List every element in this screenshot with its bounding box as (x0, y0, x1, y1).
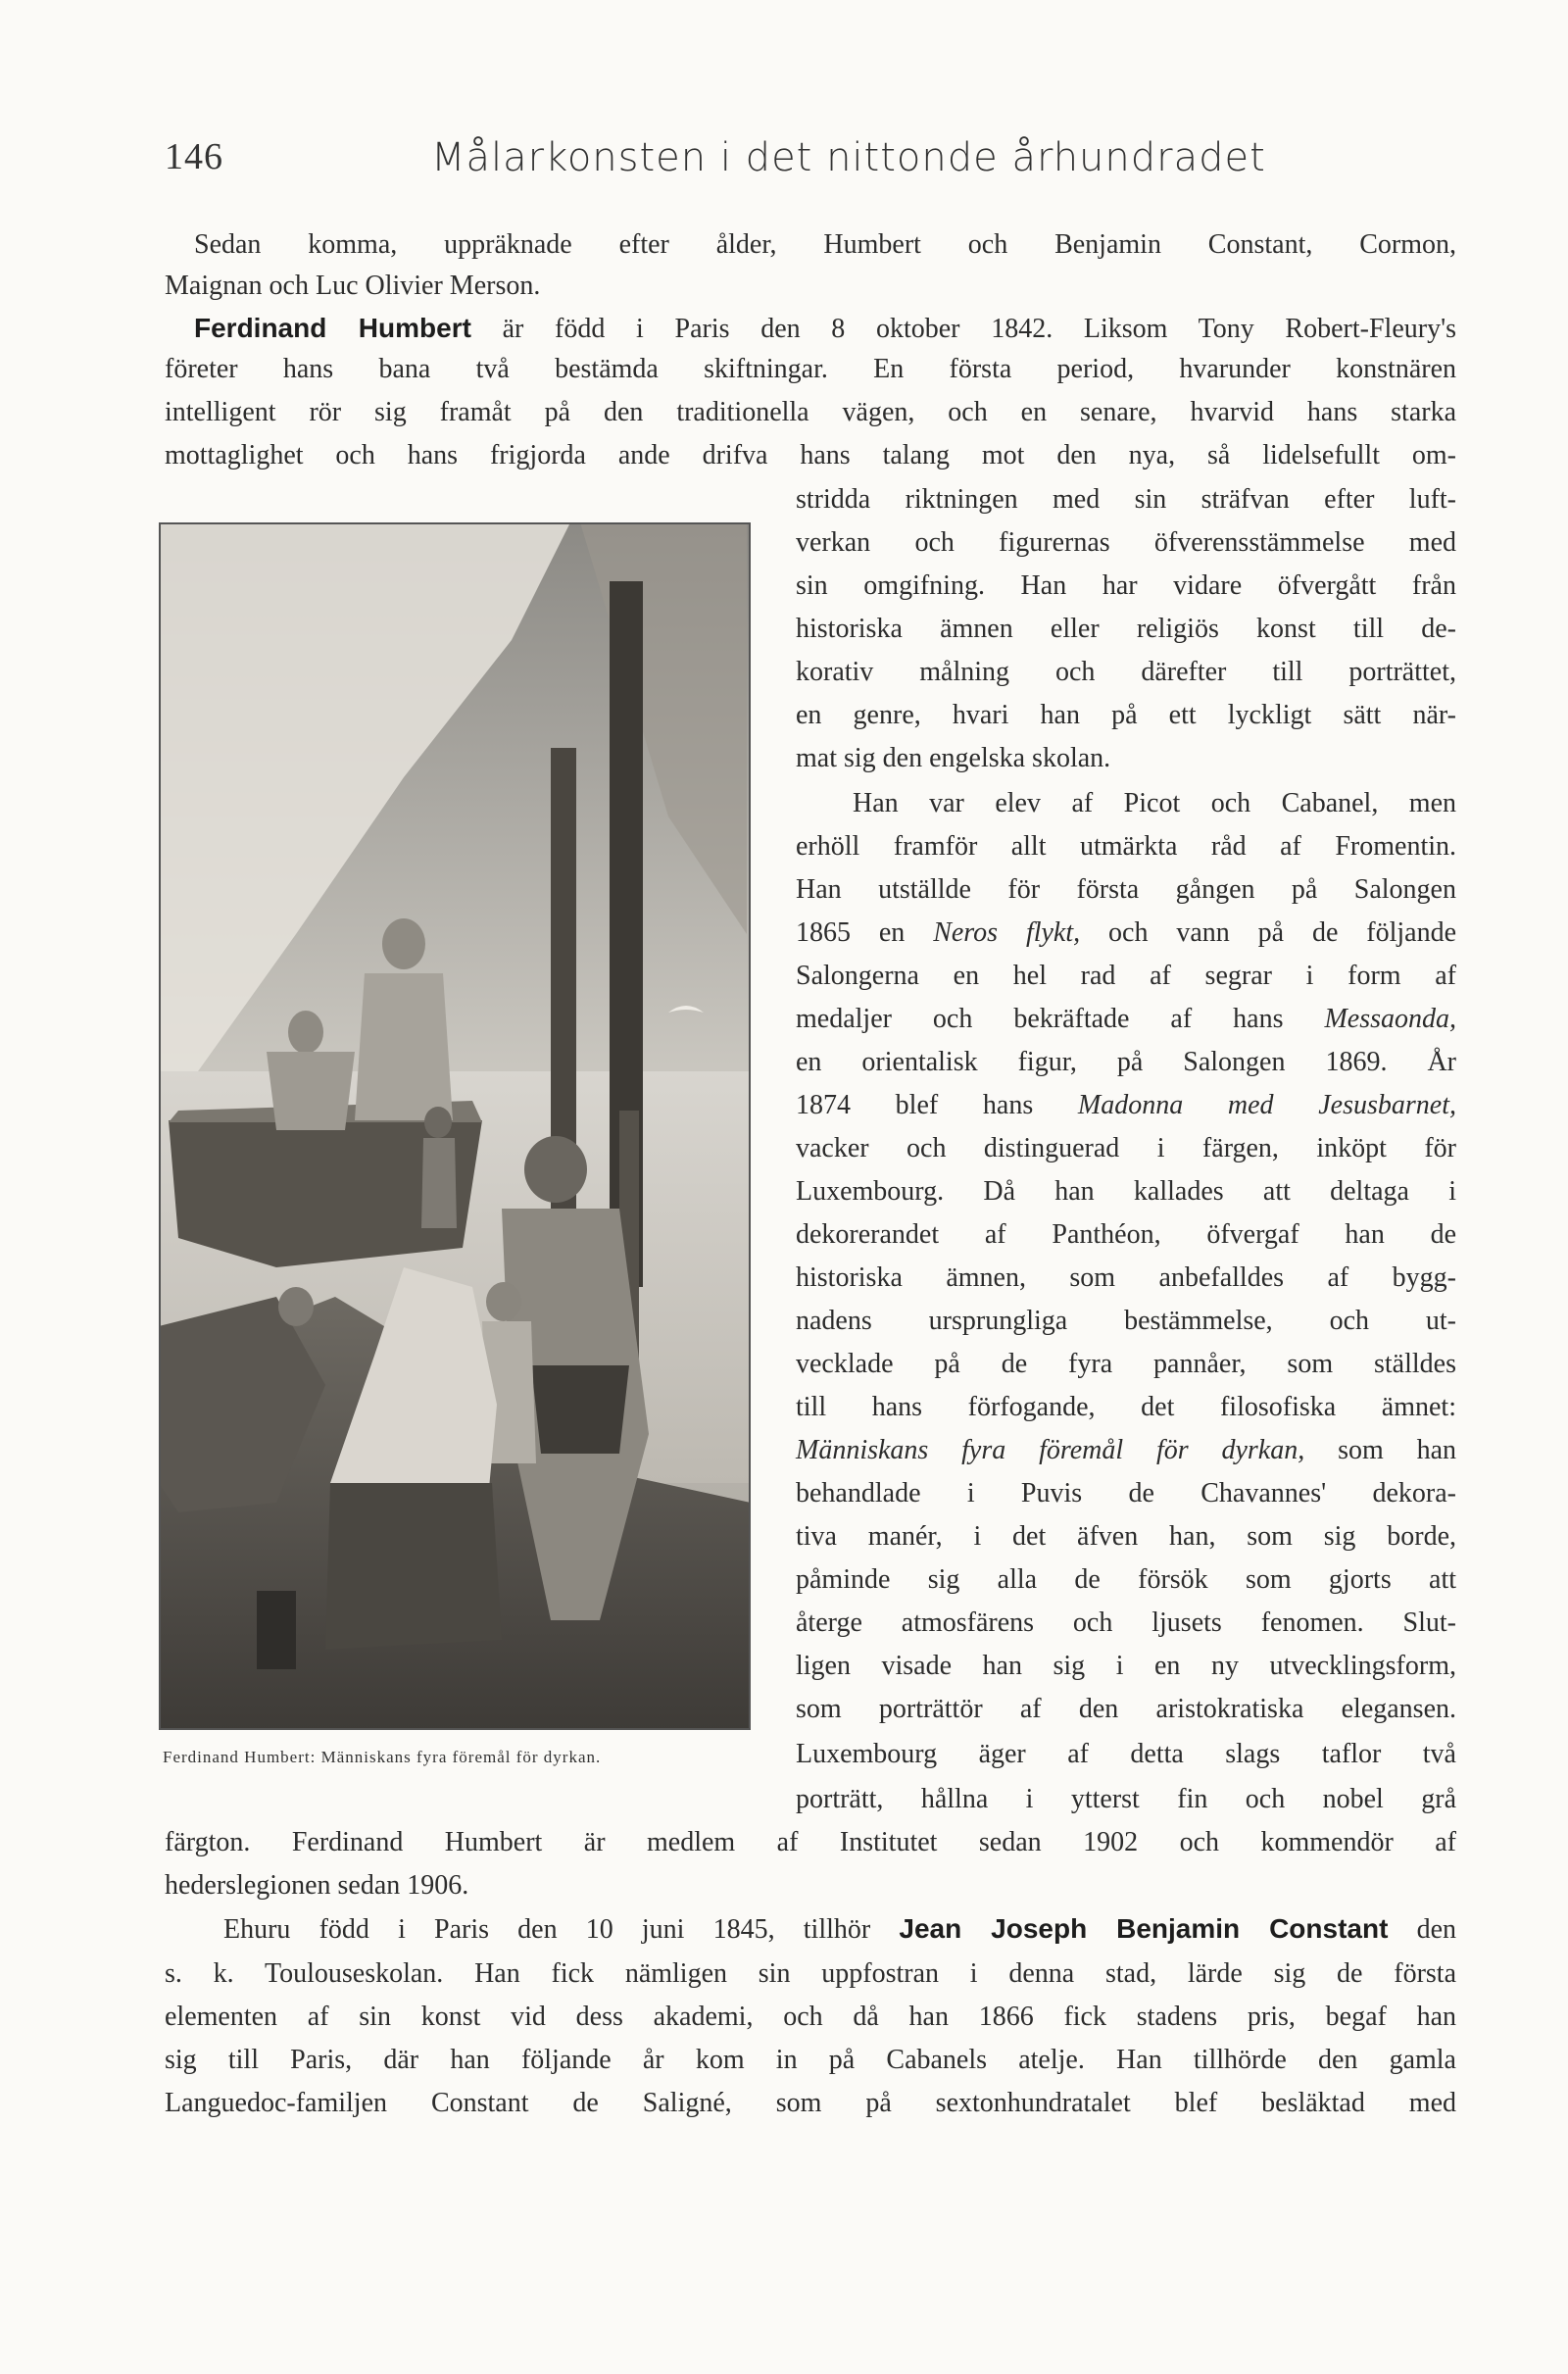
text-line: Salongerna en hel rad af segrar i form af (796, 961, 1456, 991)
text-line: som porträttör af den aristokratiska elegansen. (796, 1694, 1456, 1724)
text-line: verkan och figurernas öfverensstämmelse med (796, 527, 1456, 558)
text-line: historiska ämnen eller religiös konst till de- (796, 614, 1456, 644)
text-span: 1865 en (796, 917, 906, 948)
text-span: 1874 blef hans (796, 1090, 1034, 1120)
text-line (223, 1910, 1456, 1949)
text-line: Maignan och Luc Olivier Merson. (165, 271, 541, 301)
artwork-title: Madonna med Jesusbarnet, (1077, 1090, 1456, 1120)
text-span: medaljer och bekräftade af hans (796, 1004, 1284, 1034)
text-line: vecklade på de fyra pannåer, som ställdes (796, 1349, 1456, 1379)
text-line: till hans förfogande, det filosofiska ämnet: (796, 1392, 1456, 1422)
text-line: vacker och distinguerad i färgen, inköpt för (796, 1133, 1456, 1163)
text-line: färgton. Ferdinand Humbert är medlem af Institutet sedan 1902 och kommendör af (165, 1827, 1456, 1857)
artist-name-constant: Jean Joseph Benjamin Constant (899, 1913, 1389, 1944)
text-line: dekorerandet af Panthéon, öfvergaf han de (796, 1219, 1456, 1250)
text-line: historiska ämnen, som anbefalldes af bygg- (796, 1262, 1456, 1293)
text-line: tiva manér, i det äfven han, som sig borde, (796, 1521, 1456, 1552)
text-line: korativ målning och därefter till porträttet, (796, 657, 1456, 687)
text-line: företer hans bana två bestämda skiftningar. En första period, hvarunder konstnären (165, 354, 1456, 384)
artwork-title: Människans fyra föremål för dyrkan, (796, 1435, 1305, 1465)
caption-title: Människans fyra föremål för dyrkan. (320, 1748, 602, 1766)
text-line: sig till Paris, där han följande år kom in på Cabanels atelje. Han tillhörde den gamla (165, 2045, 1456, 2075)
artwork-title: Messaonda, (1324, 1004, 1457, 1034)
text-line: Luxembourg. Då han kallades att deltaga i (796, 1176, 1456, 1207)
text-line: porträtt, hållna i ytterst fin och nobel grå (796, 1784, 1456, 1814)
text-span: den (1416, 1914, 1457, 1945)
text-span: som han (1338, 1435, 1456, 1465)
text-line: behandlade i Puvis de Chavannes' dekora- (796, 1478, 1456, 1508)
text-line: hederslegionen sedan 1906. (165, 1870, 469, 1901)
text-line (796, 1087, 1456, 1124)
running-title: Målarkonsten i det nittonde århundradet (431, 135, 1266, 180)
text-line: Han var elev af Picot och Cabanel, men (853, 788, 1456, 818)
painting-figure (159, 522, 751, 1730)
text-line (194, 310, 1456, 348)
text-line: stridda riktningen med sin sträfvan efter luft- (796, 484, 1456, 515)
text-line: mat sig den engelska skolan. (796, 743, 1111, 773)
artwork-title: Neros flykt, (933, 917, 1081, 948)
text-line: påminde sig alla de försök som gjorts att (796, 1564, 1456, 1595)
page-number: 146 (165, 136, 223, 177)
text-line: elementen af sin konst vid dess akademi, och då han 1866 fick stadens pris, begaf han (165, 2002, 1456, 2032)
text-line (796, 1001, 1456, 1038)
text-line: återge atmosfärens och ljusets fenomen. Slut- (796, 1607, 1456, 1638)
text-line: sin omgifning. Han har vidare öfvergått från (796, 570, 1456, 601)
text-span: Ehuru född i Paris den 10 juni 1845, tillhör (223, 1914, 871, 1945)
painting-image (159, 522, 751, 1730)
text-line: Sedan komma, uppräknade efter ålder, Humbert och Benjamin Constant, Cormon, (194, 229, 1456, 260)
text-line (796, 1432, 1456, 1469)
text-line (796, 915, 1456, 952)
text-line: nadens ursprungliga bestämmelse, och ut- (796, 1306, 1456, 1336)
text-line: ligen visade han sig i en ny utvecklingsform, (796, 1651, 1456, 1681)
text-line: s. k. Toulouseskolan. Han fick nämligen sin uppfostran i denna stad, lärde sig de första (165, 1958, 1456, 1989)
text-line: Han utställde för första gången på Salongen (796, 874, 1456, 905)
text-line: intelligent rör sig framåt på den traditionella vägen, och en senare, hvarvid hans starka (165, 397, 1456, 427)
text-line: en orientalisk figur, på Salongen 1869. År (796, 1047, 1456, 1077)
running-head (0, 135, 1568, 194)
text-span: och vann på de följande (1108, 917, 1457, 948)
artist-name-humbert: Ferdinand Humbert (194, 313, 471, 343)
text-line: Languedoc-familjen Constant de Saligné, som på sextonhundratalet blef besläktad med (165, 2088, 1456, 2118)
text-line: en genre, hvari han på ett lyckligt sätt när- (796, 700, 1456, 730)
text-span: är född i Paris den 8 oktober 1842. Liksom Tony Robert-Fleury's (502, 314, 1457, 344)
text-line: mottaglighet och hans frigjorda ande drifva hans talang mot den nya, så lidelsefullt om- (165, 440, 1456, 470)
caption-artist: Ferdinand Humbert: (163, 1748, 317, 1766)
text-line: erhöll framför allt utmärkta råd af Fromentin. (796, 831, 1456, 862)
text-line: Luxembourg äger af detta slags taflor två (796, 1739, 1456, 1769)
figure-caption (163, 1748, 601, 1767)
